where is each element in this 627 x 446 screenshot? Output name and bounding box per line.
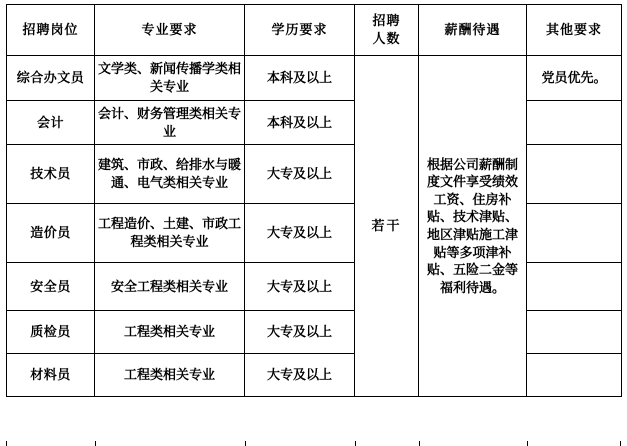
- grid-line: [355, 441, 356, 446]
- table-row: [7, 204, 622, 263]
- table-header: [7, 5, 622, 56]
- cell-other: [527, 311, 622, 354]
- cell-education: 大专及以上: [245, 311, 355, 354]
- cell-education: 本科及以上: [245, 56, 355, 101]
- table-bottom-continuation: [6, 441, 621, 446]
- cell-education: 大专及以上: [245, 145, 355, 204]
- cell-major: 建筑、市政、给排水与暖通、电气类相关专业: [95, 145, 245, 204]
- header-major: 专业要求: [95, 5, 245, 56]
- cell-position: 技术员: [7, 145, 95, 204]
- cell-education: 本科及以上: [245, 101, 355, 145]
- cell-major: 工程造价、土建、市政工程类相关专业: [95, 204, 245, 263]
- cell-other-first: 党员优先。: [527, 56, 622, 101]
- grid-line: [95, 441, 96, 446]
- header-other: 其他要求: [527, 5, 622, 56]
- table-body: [7, 56, 622, 397]
- table-row: [7, 263, 622, 311]
- table-row: [7, 354, 622, 397]
- header-salary: 薪酬待遇: [419, 5, 527, 56]
- cell-other: [527, 354, 622, 397]
- cell-other: [527, 204, 622, 263]
- table-row: [7, 101, 622, 145]
- header-number-line1: 招聘: [372, 13, 401, 29]
- grid-line: [527, 441, 528, 446]
- cell-major: 文学类、新闻传播学类相关专业: [95, 56, 245, 101]
- table-row: [7, 145, 622, 204]
- table-row: [7, 311, 622, 354]
- header-education: 学历要求: [245, 5, 355, 56]
- recruitment-table: [6, 4, 622, 397]
- cell-major: 工程类相关专业: [95, 354, 245, 397]
- cell-major: 会计、财务管理类相关专业: [95, 101, 245, 145]
- cell-salary-merged: 根据公司薪酬制度文件享受绩效工资、住房补贴、技术津贴、地区津贴施工津贴等多项津补贴、五险二金等福利待遇。: [419, 56, 527, 397]
- header-number-line2: 人数: [372, 31, 401, 46]
- cell-education: 大专及以上: [245, 263, 355, 311]
- header-number: [355, 5, 419, 56]
- cell-other: [527, 145, 622, 204]
- cell-major: 安全工程类相关专业: [95, 263, 245, 311]
- cell-number-merged: 若干: [355, 56, 419, 397]
- cell-position: 造价员: [7, 204, 95, 263]
- cell-education: 大专及以上: [245, 204, 355, 263]
- table-header-row: [7, 5, 622, 56]
- cell-major: 工程类相关专业: [95, 311, 245, 354]
- cell-other: [527, 101, 622, 145]
- cell-education: 大专及以上: [245, 354, 355, 397]
- cell-position: 材料员: [7, 354, 95, 397]
- cell-position: 安全员: [7, 263, 95, 311]
- cell-position: 会计: [7, 101, 95, 145]
- cell-other: [527, 263, 622, 311]
- grid-line: [245, 441, 246, 446]
- grid-line: [419, 441, 420, 446]
- cell-position: 综合办文员: [7, 56, 95, 101]
- header-position: 招聘岗位: [7, 5, 95, 56]
- cell-position: 质检员: [7, 311, 95, 354]
- table-row: [7, 56, 622, 101]
